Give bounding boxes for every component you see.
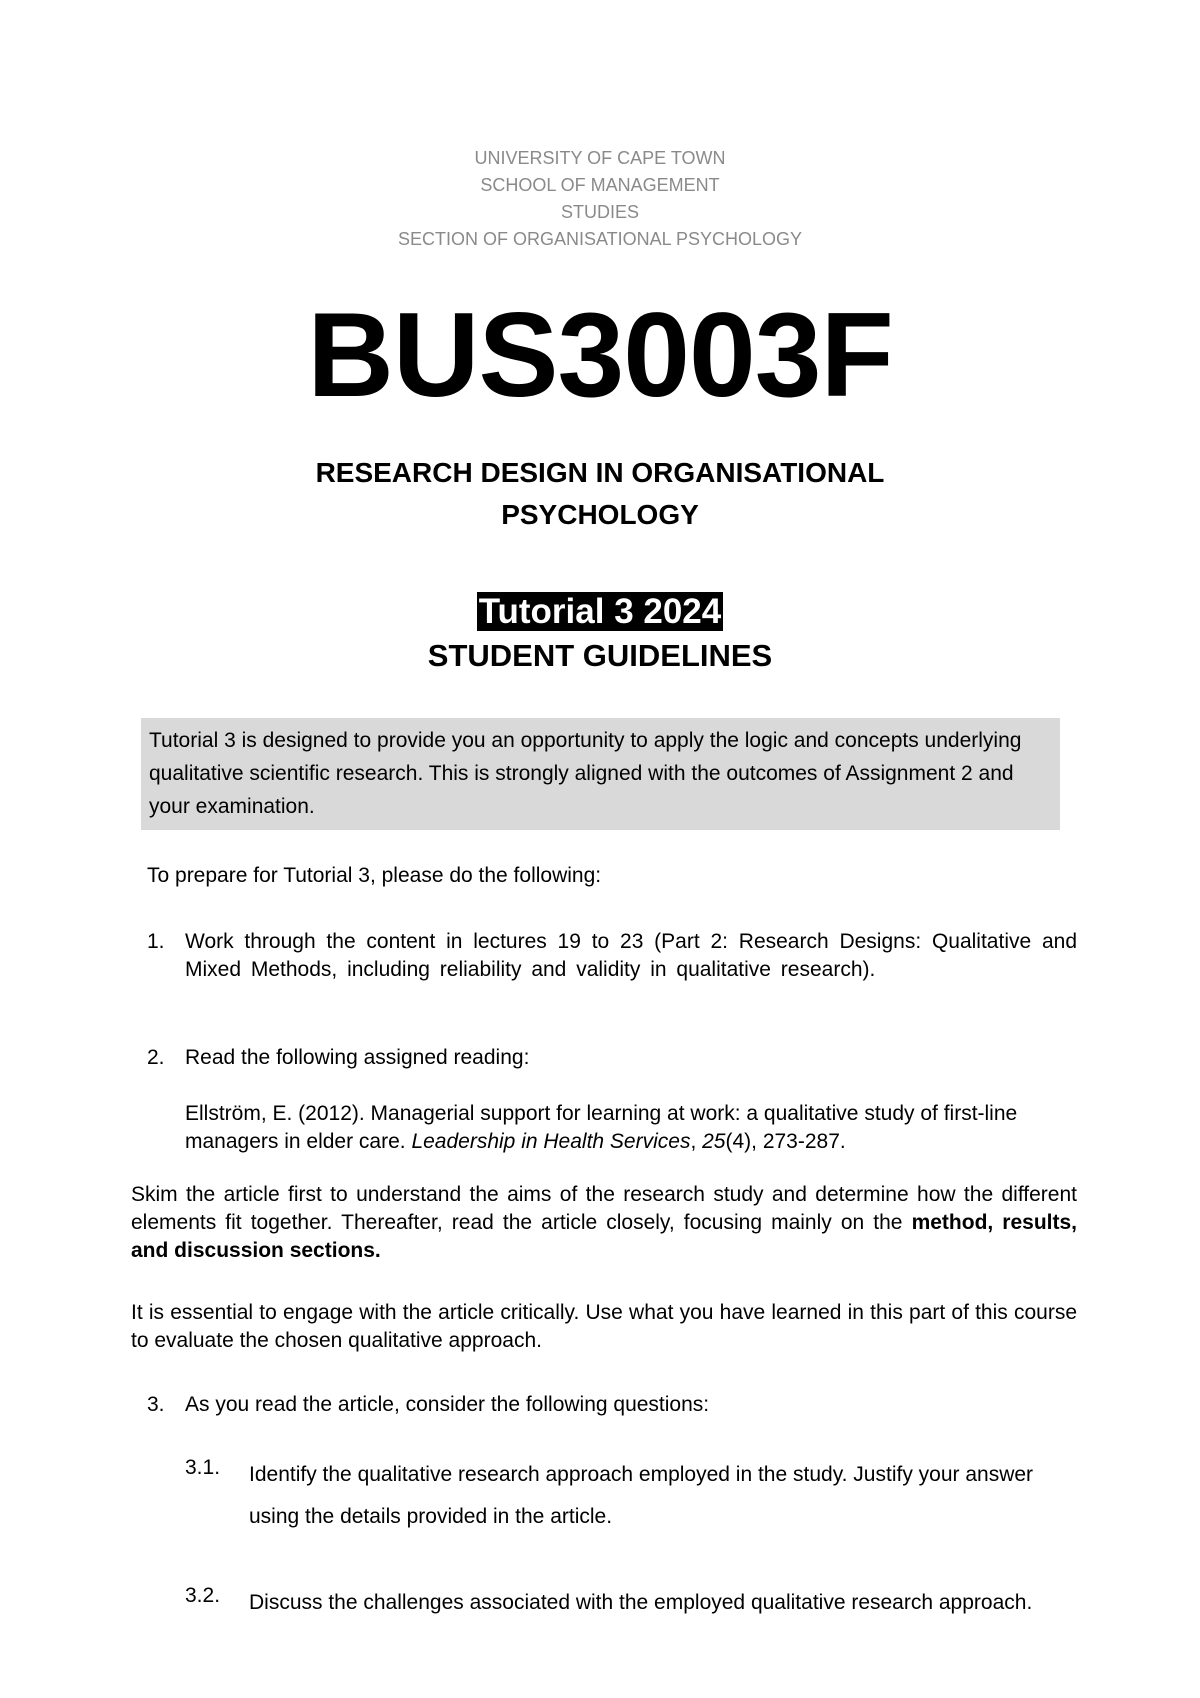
- header-school-cont: STUDIES: [560, 202, 639, 222]
- course-title-line2: PSYCHOLOGY: [501, 499, 699, 530]
- item-2-number: 2.: [147, 1046, 165, 1069]
- reference-issue-pages: (4), 273-287.: [725, 1130, 846, 1153]
- header-section: SECTION OF ORGANISATIONAL PSYCHOLOGY: [397, 229, 803, 249]
- item-3-text: As you read the article, consider the following questions:: [185, 1393, 710, 1416]
- tutorial-heading: [0, 590, 1200, 634]
- prepare-text: To prepare for Tutorial 3, please do the following:: [147, 864, 602, 887]
- header-school: SCHOOL OF MANAGEMENT: [480, 175, 720, 195]
- question-3-2-number: 3.2.: [185, 1584, 221, 1607]
- institution-header: [0, 145, 1200, 253]
- critical-paragraph: It is essential to engage with the article critically. Use what you have learned in this part of this course to evaluate the chosen qualitative approach.: [131, 1301, 1077, 1352]
- intro-box: Tutorial 3 is designed to provide you an opportunity to apply the logic and concepts underlying qualitative scientific research. This is strongly aligned with the outcomes of Assignment 2 and your examination.: [141, 718, 1060, 830]
- tutorial-label: Tutorial 3 2024: [478, 592, 722, 631]
- course-title-line1: RESEARCH DESIGN IN ORGANISATIONAL: [315, 457, 885, 488]
- skim-text: Skim the article first to understand the aims of the research study and determine how the different elements fit together. Thereafter, read the article closely, focusing mainly on the: [131, 1183, 1077, 1234]
- reference-separator: ,: [690, 1130, 703, 1153]
- item-2-text: Read the following assigned reading:: [185, 1046, 530, 1069]
- question-3-1-number: 3.1.: [185, 1456, 221, 1479]
- reference-citation: [185, 1100, 1077, 1156]
- course-title: [0, 452, 1200, 536]
- reference-volume: 25: [702, 1130, 726, 1153]
- course-code: BUS3003F: [307, 288, 893, 422]
- item-3-number: 3.: [147, 1393, 165, 1416]
- skim-paragraph: [131, 1181, 1077, 1265]
- reference-authors: Ellström, E. (2012). Managerial support for learning at work: a qualitative study of first-line managers in elder care.: [185, 1102, 1018, 1153]
- header-university: UNIVERSITY OF CAPE TOWN: [474, 148, 726, 168]
- question-3-2-text: Discuss the challenges associated with the employed qualitative research approach.: [249, 1591, 1033, 1614]
- question-3-1-text: Identify the qualitative research approach employed in the study. Justify your answer using the details provided in the article.: [249, 1463, 1034, 1528]
- item-1-number: 1.: [147, 930, 165, 953]
- reference-journal: Leadership in Health Services: [411, 1130, 691, 1153]
- skim-bold: method, results, and discussion sections.: [131, 1211, 1078, 1262]
- guidelines-heading: STUDENT GUIDELINES: [427, 638, 773, 673]
- item-1-text: Work through the content in lectures 19 to 23 (Part 2: Research Designs: Qualitative and Mixed Methods, including reliability and validity in qualitative research).: [185, 930, 1077, 981]
